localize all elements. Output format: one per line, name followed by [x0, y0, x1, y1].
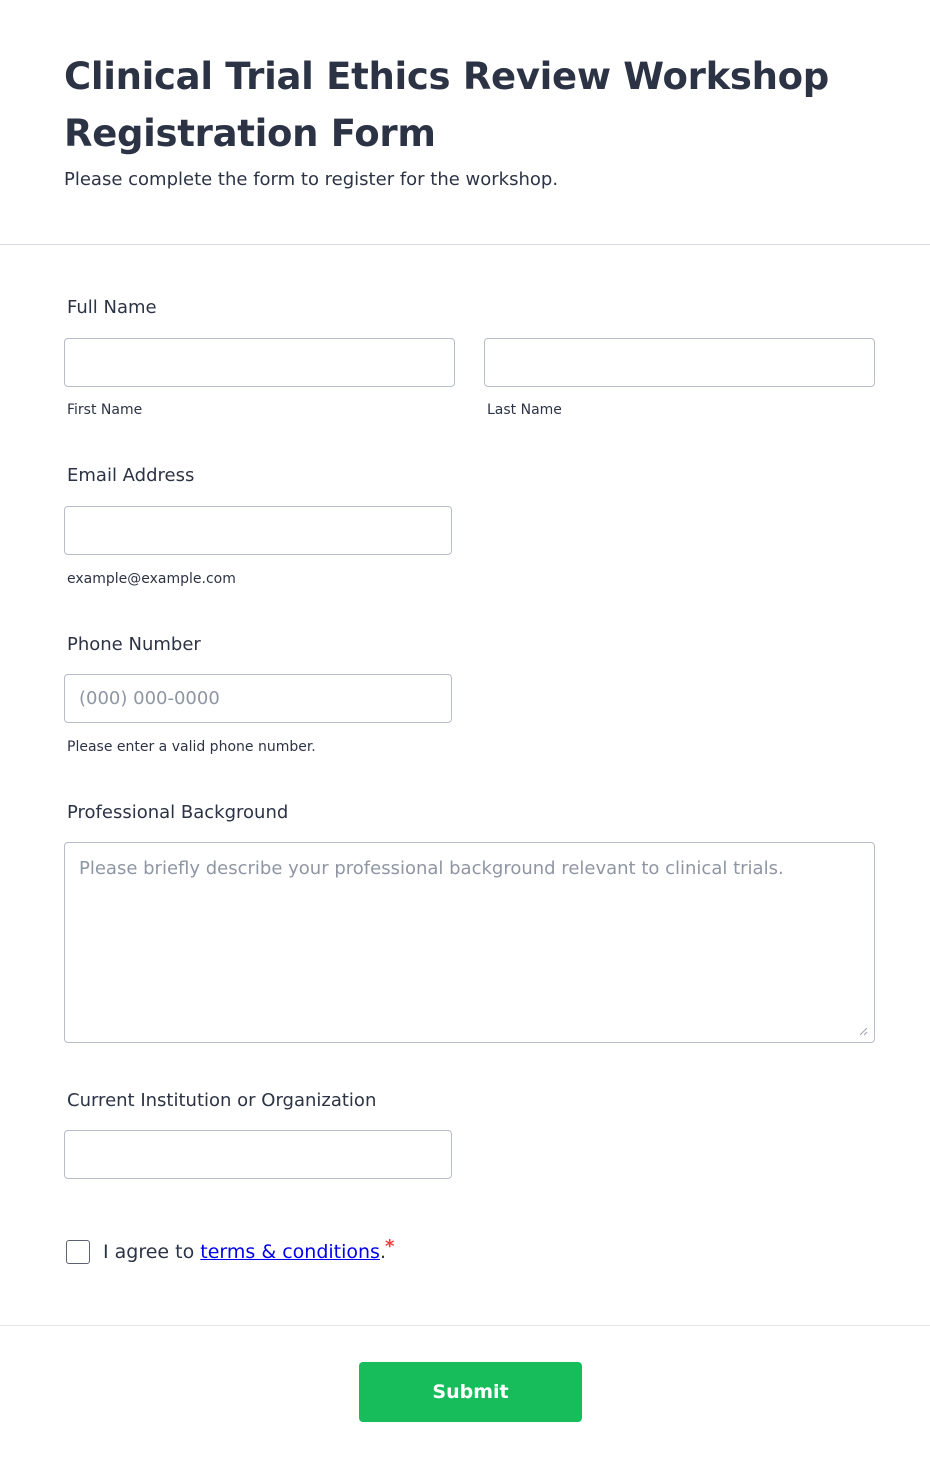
- terms-checkbox[interactable]: [66, 1240, 90, 1264]
- full-name-label: Full Name: [67, 297, 157, 318]
- required-asterisk: *: [385, 1236, 395, 1257]
- phone-label: Phone Number: [67, 634, 201, 655]
- footer-divider: [0, 1325, 930, 1326]
- form-subtitle: Please complete the form to register for the workshop.: [64, 169, 559, 190]
- phone-sublabel: Please enter a valid phone number.: [67, 739, 316, 755]
- email-input[interactable]: [64, 506, 452, 555]
- institution-label: Current Institution or Organization: [67, 1090, 377, 1111]
- first-name-sublabel: First Name: [67, 402, 143, 418]
- background-label: Professional Background: [67, 802, 289, 823]
- phone-input[interactable]: [64, 674, 452, 723]
- form-title: Clinical Trial Ethics Review Workshop Registration Form: [64, 55, 829, 155]
- institution-input[interactable]: [64, 1130, 452, 1179]
- terms-suffix: .: [379, 1241, 386, 1263]
- last-name-sublabel: Last Name: [487, 402, 562, 418]
- last-name-input[interactable]: [484, 338, 875, 387]
- terms-agreement: [103, 1240, 386, 1264]
- terms-link[interactable]: terms & conditions: [200, 1241, 380, 1263]
- first-name-input[interactable]: [64, 338, 455, 387]
- terms-prefix: I agree to: [103, 1241, 201, 1263]
- email-sublabel: example@example.com: [67, 571, 236, 587]
- submit-button[interactable]: Submit: [359, 1362, 582, 1422]
- background-textarea[interactable]: [64, 842, 875, 1043]
- email-label: Email Address: [67, 465, 195, 486]
- resize-grip-icon[interactable]: [858, 1026, 868, 1036]
- form-header: [0, 0, 930, 245]
